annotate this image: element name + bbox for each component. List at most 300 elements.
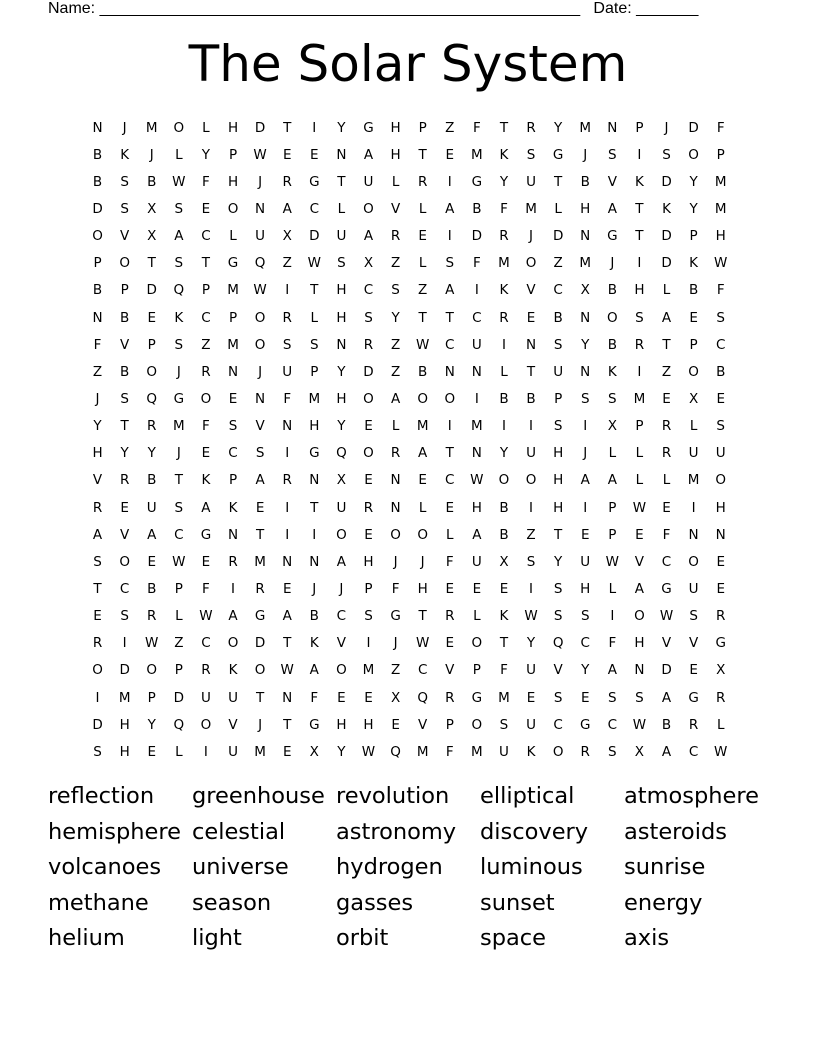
grid-letter: M — [525, 200, 537, 217]
grid-letter: X — [499, 553, 509, 570]
grid-letter: C — [174, 526, 184, 543]
grid-letter: E — [255, 499, 265, 516]
grid-letter: M — [254, 553, 266, 570]
grid-letter: C — [417, 662, 428, 679]
grid-letter: X — [390, 689, 401, 706]
grid-letter: G — [363, 119, 374, 136]
grid-letter: B — [716, 363, 726, 380]
grid-letter: E — [418, 472, 427, 489]
grid-letter: V — [661, 635, 672, 652]
grid-letter: M — [118, 689, 131, 706]
grid-letter: E — [689, 309, 698, 326]
grid-letter: H — [553, 499, 564, 516]
grid-letter: G — [580, 716, 591, 733]
grid-letter: L — [662, 472, 671, 489]
grid-letter: M — [579, 119, 592, 136]
word-bank-item: luminous — [480, 854, 583, 881]
grid-letter: L — [554, 200, 562, 217]
grid-letter: O — [417, 526, 428, 543]
grid-letter: D — [119, 662, 130, 679]
grid-letter: B — [499, 499, 509, 516]
grid-letter: B — [120, 309, 130, 326]
grid-letter: O — [363, 390, 374, 407]
grid-letter: V — [553, 662, 563, 679]
grid-letter: U — [688, 445, 699, 462]
grid-letter: K — [201, 472, 211, 489]
grid-letter: Z — [418, 282, 428, 299]
grid-letter: Q — [173, 282, 185, 299]
grid-letter: J — [176, 363, 181, 380]
grid-letter: U — [580, 553, 591, 570]
grid-letter: N — [390, 472, 401, 489]
grid-letter: E — [662, 499, 671, 516]
grid-letter: E — [391, 716, 400, 733]
word-bank-item: elliptical — [480, 783, 575, 809]
grid-letter: G — [173, 390, 185, 407]
grid-letter: N — [634, 662, 645, 679]
grid-letter: Z — [553, 255, 563, 272]
grid-letter: T — [635, 200, 644, 217]
grid-letter: C — [472, 309, 482, 326]
grid-letter: F — [391, 580, 400, 597]
grid-letter: P — [554, 390, 563, 407]
grid-letter: G — [607, 228, 618, 245]
grid-letter: O — [525, 472, 537, 489]
grid-letter: P — [445, 716, 454, 733]
grid-letter: L — [202, 119, 210, 136]
grid-letter: L — [473, 608, 481, 625]
grid-letter: W — [172, 553, 186, 570]
grid-letter: V — [120, 526, 130, 543]
grid-letter: P — [201, 282, 210, 299]
grid-letter: I — [474, 390, 479, 407]
grid-letter: R — [499, 309, 509, 326]
grid-letter: O — [525, 255, 537, 272]
grid-letter: H — [227, 119, 239, 136]
grid-letter: E — [445, 146, 455, 163]
grid-letter: A — [418, 445, 428, 462]
grid-letter: W — [605, 553, 619, 570]
grid-letter: F — [500, 662, 508, 679]
grid-letter: C — [445, 472, 455, 489]
grid-letter: L — [608, 580, 617, 597]
grid-letter: S — [120, 390, 129, 407]
grid-letter: I — [501, 336, 506, 353]
grid-letter: M — [633, 390, 646, 407]
grid-letter: S — [608, 689, 617, 706]
grid-letter: L — [391, 418, 400, 435]
grid-letter: X — [363, 255, 374, 272]
grid-letter: S — [689, 608, 698, 625]
grid-letter: J — [529, 228, 534, 245]
grid-letter: N — [580, 309, 591, 326]
grid-letter: G — [471, 689, 483, 706]
grid-letter: R — [390, 228, 401, 245]
grid-letter: R — [661, 445, 672, 462]
grid-letter: Y — [499, 173, 509, 190]
grid-letter: E — [364, 418, 373, 435]
word-bank-item: reflection — [48, 783, 155, 809]
grid-letter: F — [202, 173, 210, 190]
grid-letter: D — [661, 228, 672, 245]
grid-letter: B — [147, 173, 157, 190]
grid-letter: B — [92, 173, 103, 190]
grid-letter: A — [363, 146, 374, 163]
grid-letter: Z — [661, 363, 672, 380]
grid-letter: S — [93, 743, 102, 760]
grid-letter: S — [608, 743, 617, 760]
grid-letter: P — [310, 363, 319, 380]
grid-letter: J — [339, 580, 344, 597]
grid-letter: F — [445, 553, 454, 570]
grid-letter: K — [499, 146, 509, 163]
grid-letter: A — [472, 526, 482, 543]
grid-letter: V — [634, 553, 645, 570]
grid-letter: S — [553, 580, 563, 597]
grid-letter: E — [364, 689, 373, 706]
grid-letter: T — [337, 173, 346, 190]
grid-letter: F — [716, 282, 725, 299]
grid-letter: T — [418, 309, 427, 326]
grid-letter: F — [472, 119, 481, 136]
grid-letter: R — [716, 608, 726, 625]
grid-letter: N — [444, 363, 455, 380]
grid-letter: U — [146, 499, 157, 516]
grid-letter: C — [228, 445, 238, 462]
grid-letter: L — [175, 146, 183, 163]
grid-letter: G — [471, 173, 483, 190]
grid-letter: I — [447, 228, 452, 245]
grid-letter: E — [282, 146, 292, 163]
grid-letter: B — [499, 526, 509, 543]
grid-letter: T — [445, 445, 454, 462]
grid-letter: P — [228, 146, 238, 163]
grid-letter: T — [310, 282, 319, 299]
grid-letter: Z — [201, 336, 211, 353]
grid-letter: M — [416, 418, 429, 435]
grid-letter: X — [716, 662, 726, 679]
grid-letter: Y — [93, 418, 102, 435]
grid-letter: P — [716, 146, 725, 163]
grid-letter: M — [471, 743, 483, 760]
grid-letter: V — [418, 716, 428, 733]
grid-letter: T — [283, 635, 292, 652]
grid-letter: P — [689, 336, 698, 353]
grid-letter: O — [390, 526, 401, 543]
grid-letter: V — [255, 418, 265, 435]
grid-letter: I — [691, 499, 696, 516]
grid-letter: L — [446, 526, 454, 543]
grid-letter: J — [312, 580, 317, 597]
grid-letter: I — [285, 445, 290, 462]
grid-letter: H — [553, 472, 564, 489]
grid-letter: D — [688, 119, 699, 136]
grid-letter: S — [553, 336, 563, 353]
grid-letter: T — [255, 526, 265, 543]
grid-letter: R — [390, 445, 401, 462]
grid-letter: E — [120, 499, 129, 516]
grid-letter: S — [228, 418, 238, 435]
grid-letter: W — [415, 336, 430, 353]
grid-letter: A — [607, 472, 617, 489]
grid-letter: R — [92, 635, 103, 652]
grid-letter: J — [610, 255, 615, 272]
grid-letter: T — [93, 580, 102, 597]
grid-letter: Y — [147, 716, 156, 733]
grid-letter: W — [253, 282, 267, 299]
grid-letter: S — [499, 716, 509, 733]
grid-letter: U — [363, 173, 374, 190]
grid-letter: B — [147, 580, 157, 597]
grid-letter: M — [254, 743, 266, 760]
word-bank-item: sunrise — [624, 854, 706, 881]
grid-letter: E — [310, 146, 319, 163]
grid-letter: T — [255, 689, 265, 706]
grid-letter: D — [363, 363, 374, 380]
grid-letter: J — [258, 363, 263, 380]
grid-letter: N — [309, 472, 320, 489]
grid-letter: P — [364, 580, 373, 597]
grid-letter: B — [92, 146, 103, 163]
grid-letter: C — [309, 200, 320, 217]
grid-letter: F — [202, 418, 210, 435]
grid-letter: V — [336, 635, 347, 652]
grid-letter: T — [445, 309, 454, 326]
grid-letter: B — [661, 716, 672, 733]
grid-letter: R — [634, 336, 645, 353]
grid-letter: A — [147, 526, 157, 543]
grid-letter: A — [661, 309, 672, 326]
word-bank-item: orbit — [336, 925, 389, 952]
grid-letter: W — [361, 743, 376, 760]
grid-letter: S — [662, 146, 671, 163]
grid-letter: Y — [581, 336, 590, 353]
word-bank-item: asteroids — [624, 818, 727, 845]
grid-letter: A — [282, 608, 292, 625]
grid-letter: E — [689, 662, 698, 679]
grid-letter: I — [285, 282, 290, 299]
grid-letter: F — [445, 743, 454, 760]
grid-letter: O — [119, 255, 130, 272]
grid-letter: T — [662, 336, 671, 353]
grid-letter: N — [255, 200, 266, 217]
grid-letter: I — [122, 635, 127, 652]
grid-letter: L — [175, 608, 183, 625]
grid-letter: H — [715, 499, 726, 516]
grid-letter: B — [688, 282, 699, 299]
grid-letter: U — [715, 445, 726, 462]
grid-letter: D — [661, 662, 672, 679]
grid-letter: K — [689, 255, 699, 272]
grid-letter: I — [95, 689, 100, 706]
grid-letter: G — [661, 580, 672, 597]
grid-letter: T — [283, 119, 292, 136]
grid-letter: P — [174, 662, 183, 679]
grid-letter: O — [336, 662, 347, 679]
grid-letter: W — [659, 608, 674, 625]
grid-letter: D — [661, 255, 672, 272]
word-bank-item: sunset — [480, 889, 555, 916]
grid-letter: A — [201, 499, 211, 516]
grid-letter: Q — [254, 255, 266, 272]
grid-letter: C — [580, 635, 590, 652]
grid-letter: K — [499, 608, 509, 625]
grid-letter: B — [553, 309, 563, 326]
grid-letter: L — [418, 200, 427, 217]
grid-letter: A — [92, 526, 103, 543]
grid-letter: B — [418, 363, 428, 380]
grid-letter: R — [201, 662, 211, 679]
grid-letter: O — [92, 662, 103, 679]
grid-letter: T — [635, 228, 644, 245]
grid-letter: K — [174, 309, 184, 326]
grid-letter: R — [255, 580, 265, 597]
grid-letter: R — [716, 689, 726, 706]
grid-letter: A — [255, 472, 265, 489]
grid-letter: E — [364, 526, 373, 543]
grid-letter: S — [391, 282, 400, 299]
word-bank-item: axis — [624, 925, 670, 952]
grid-letter: M — [714, 200, 727, 217]
grid-letter: R — [417, 173, 428, 190]
word-bank-item: universe — [192, 854, 289, 881]
grid-letter: P — [228, 309, 238, 326]
grid-letter: N — [580, 363, 591, 380]
grid-letter: W — [524, 608, 538, 625]
grid-letter: P — [635, 119, 644, 136]
word-bank-item: celestial — [192, 818, 286, 845]
grid-letter: H — [336, 390, 347, 407]
grid-letter: N — [92, 119, 103, 136]
grid-letter: M — [687, 472, 700, 489]
grid-letter: Y — [337, 743, 346, 760]
grid-letter: N — [471, 363, 482, 380]
grid-letter: W — [714, 255, 728, 272]
grid-letter: E — [580, 526, 590, 543]
grid-letter: I — [529, 499, 534, 516]
grid-letter: V — [688, 635, 699, 652]
grid-letter: S — [174, 499, 184, 516]
grid-letter: C — [201, 635, 211, 652]
grid-letter: R — [119, 472, 130, 489]
grid-letter: B — [526, 390, 536, 407]
grid-letter: N — [336, 336, 347, 353]
grid-letter: N — [282, 418, 293, 435]
grid-letter: L — [662, 282, 671, 299]
grid-letter: Z — [174, 635, 184, 652]
grid-letter: X — [580, 282, 590, 299]
grid-letter: R — [282, 472, 292, 489]
grid-letter: D — [254, 119, 266, 136]
grid-letter: L — [418, 255, 427, 272]
grid-letter: S — [310, 336, 319, 353]
grid-letter: D — [92, 200, 103, 217]
grid-letter: P — [120, 282, 129, 299]
grid-letter: S — [526, 146, 536, 163]
grid-letter: H — [390, 146, 401, 163]
grid-letter: W — [280, 662, 294, 679]
grid-letter: U — [553, 363, 564, 380]
grid-letter: S — [553, 689, 563, 706]
grid-letter: A — [661, 689, 672, 706]
grid-letter: R — [147, 608, 157, 625]
grid-letter: Q — [336, 445, 347, 462]
grid-letter: S — [580, 608, 590, 625]
grid-letter: P — [608, 526, 617, 543]
word-bank-item: season — [192, 889, 272, 916]
grid-letter: F — [202, 580, 210, 597]
grid-letter: F — [500, 200, 508, 217]
grid-letter: H — [309, 418, 320, 435]
grid-letter: Y — [554, 119, 563, 136]
grid-letter: D — [146, 282, 157, 299]
grid-letter: U — [336, 499, 347, 516]
grid-letter: E — [147, 553, 156, 570]
grid-letter: T — [554, 526, 563, 543]
grid-letter: A — [445, 282, 455, 299]
grid-letter: K — [309, 635, 319, 652]
grid-letter: S — [445, 255, 455, 272]
grid-letter: R — [147, 418, 157, 435]
grid-letter: Q — [552, 635, 564, 652]
grid-letter: H — [634, 282, 645, 299]
grid-letter: I — [637, 363, 642, 380]
grid-letter: M — [498, 255, 510, 272]
grid-letter: L — [500, 363, 508, 380]
grid-letter: E — [282, 743, 292, 760]
word-bank-item: volcanoes — [48, 854, 162, 881]
grid-letter: I — [203, 743, 208, 760]
grid-letter: A — [445, 200, 455, 217]
grid-letter: G — [552, 146, 564, 163]
grid-letter: E — [201, 200, 211, 217]
grid-letter: F — [662, 526, 671, 543]
word-bank-item: energy — [624, 889, 703, 916]
grid-letter: K — [634, 173, 644, 190]
grid-letter: D — [254, 635, 266, 652]
grid-letter: J — [393, 635, 398, 652]
grid-letter: E — [716, 390, 725, 407]
grid-letter: E — [228, 390, 238, 407]
grid-letter: B — [309, 608, 319, 625]
grid-letter: T — [120, 418, 129, 435]
grid-letter: J — [420, 553, 425, 570]
grid-letter: L — [716, 716, 725, 733]
grid-letter: K — [662, 200, 671, 217]
grid-letter: E — [499, 580, 509, 597]
grid-letter: O — [471, 716, 483, 733]
grid-letter: V — [607, 173, 617, 190]
grid-letter: M — [362, 662, 375, 679]
grid-letter: O — [200, 390, 212, 407]
grid-letter: A — [580, 472, 590, 489]
grid-letter: S — [364, 309, 373, 326]
grid-letter: N — [227, 526, 239, 543]
grid-letter: E — [201, 445, 211, 462]
grid-letter: L — [175, 743, 183, 760]
grid-letter: X — [336, 472, 347, 489]
grid-letter: I — [637, 255, 642, 272]
grid-letter: G — [200, 526, 212, 543]
grid-letter: B — [92, 282, 103, 299]
page-title: The Solar System — [188, 35, 628, 93]
grid-letter: I — [583, 418, 588, 435]
grid-letter: B — [607, 282, 617, 299]
grid-letter: H — [227, 173, 239, 190]
grid-letter: X — [607, 418, 617, 435]
word-bank-item: helium — [48, 925, 125, 952]
grid-letter: R — [688, 716, 699, 733]
